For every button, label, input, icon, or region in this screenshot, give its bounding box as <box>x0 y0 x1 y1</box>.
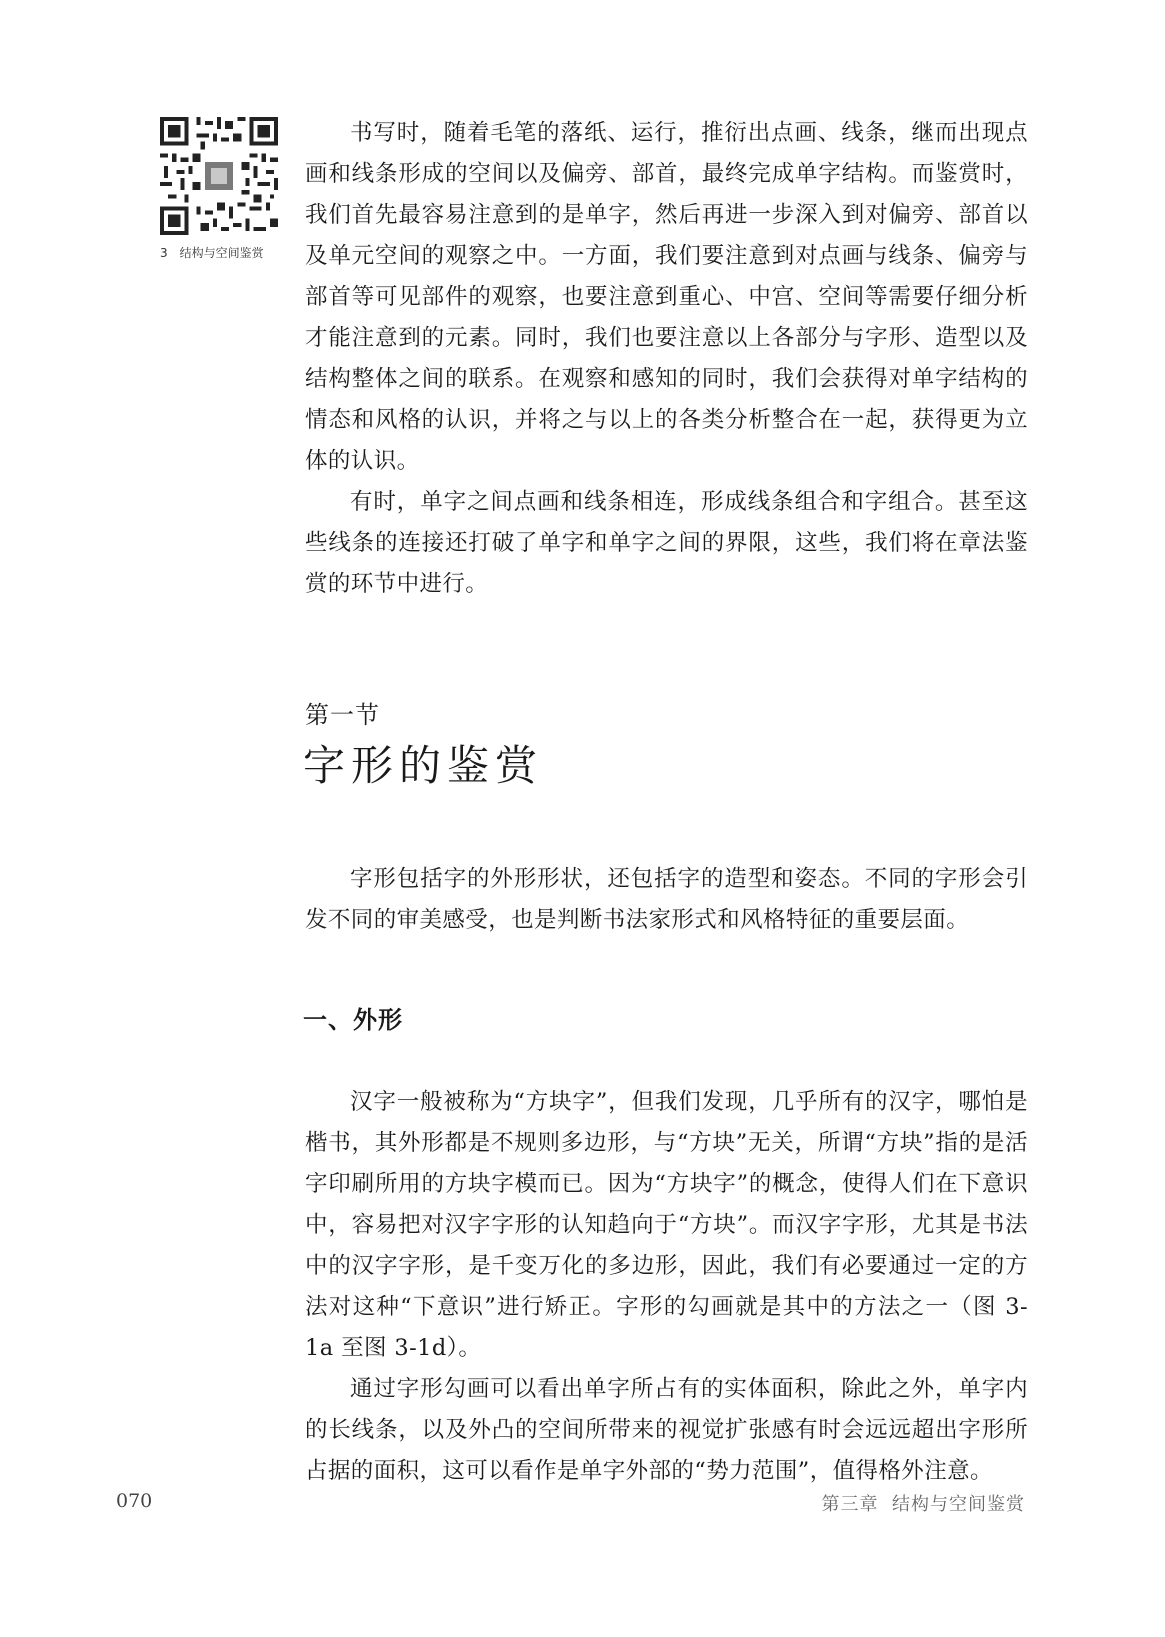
qr-caption-text: 结构与空间鉴赏 <box>179 246 264 260</box>
subsection-heading: 一、外形 <box>303 1006 403 1034</box>
paragraph: 有时，单字之间点画和线条相连，形成线条组合和字组合。甚至这些线条的连接还打破了单字和单字之间的界限，这些，我们将在章法鉴赏的环节中进行。 <box>305 489 1028 597</box>
paragraph: 字形包括字的外形形状，还包括字的造型和姿态。不同的字形会引发不同的审美感受，也是判断书法家形式和风格特征的重要层面。 <box>305 866 1028 933</box>
page-number: 070 <box>116 1490 153 1512</box>
paragraph: 通过字形勾画可以看出单字所占有的实体面积，除此之外，单字内的长线条，以及外凸的空间所带来的视觉扩张感有时会远远超出字形所占据的面积，这可以看作是单字外部的“势力范围”，值得格外注意。 <box>305 1376 1028 1484</box>
section-title: 字形的鉴赏 <box>303 741 544 790</box>
qr-caption <box>160 244 264 261</box>
running-footer: 第三章 结构与空间鉴赏 <box>821 1494 1025 1515</box>
qr-code-icon[interactable] <box>160 117 278 235</box>
paragraph: 书写时，随着毛笔的落纸、运行，推衍出点画、线条，继而出现点画和线条形成的空间以及偏旁、部首，最终完成单字结构。而鉴赏时，我们首先最容易注意到的是单字，然后再进一步深入到对偏旁、部首以及单元空间的观察之中。一方面，我们要注意到对点画与线条、偏旁与部首等可见部件的观察，也要注意到重心、中宫、空间等需要仔细分析才能注意到的元素。同时，我们也要注意以上各部分与字形、造型以及结构整体之间的联系。在观察和感知的同时，我们会获得对单字结构的情态和风格的认识，并将之与以上的各类分析整合在一起，获得更为立体的认识。 <box>305 120 1028 474</box>
section-intro-text <box>305 859 1028 941</box>
intro-text <box>305 113 1028 605</box>
subsection-body-text <box>305 1082 1028 1492</box>
qr-caption-number: 3 <box>160 246 168 260</box>
paragraph: 汉字一般被称为“方块字”，但我们发现，几乎所有的汉字，哪怕是楷书，其外形都是不规则多边形，与“方块”无关，所谓“方块”指的是活字印刷所用的方块字模而已。因为“方块字”的概念，使得人们在下意识中，容易把对汉字字形的认知趋向于“方块”。而汉字字形，尤其是书法中的汉字字形，是千变万化的多边形，因此，我们有必要通过一定的方法对这种“下意识”进行矫正。字形的勾画就是其中的方法之一（图 3-1a 至图 3-1d）。 <box>305 1089 1028 1361</box>
section-label: 第一节 <box>305 701 380 729</box>
